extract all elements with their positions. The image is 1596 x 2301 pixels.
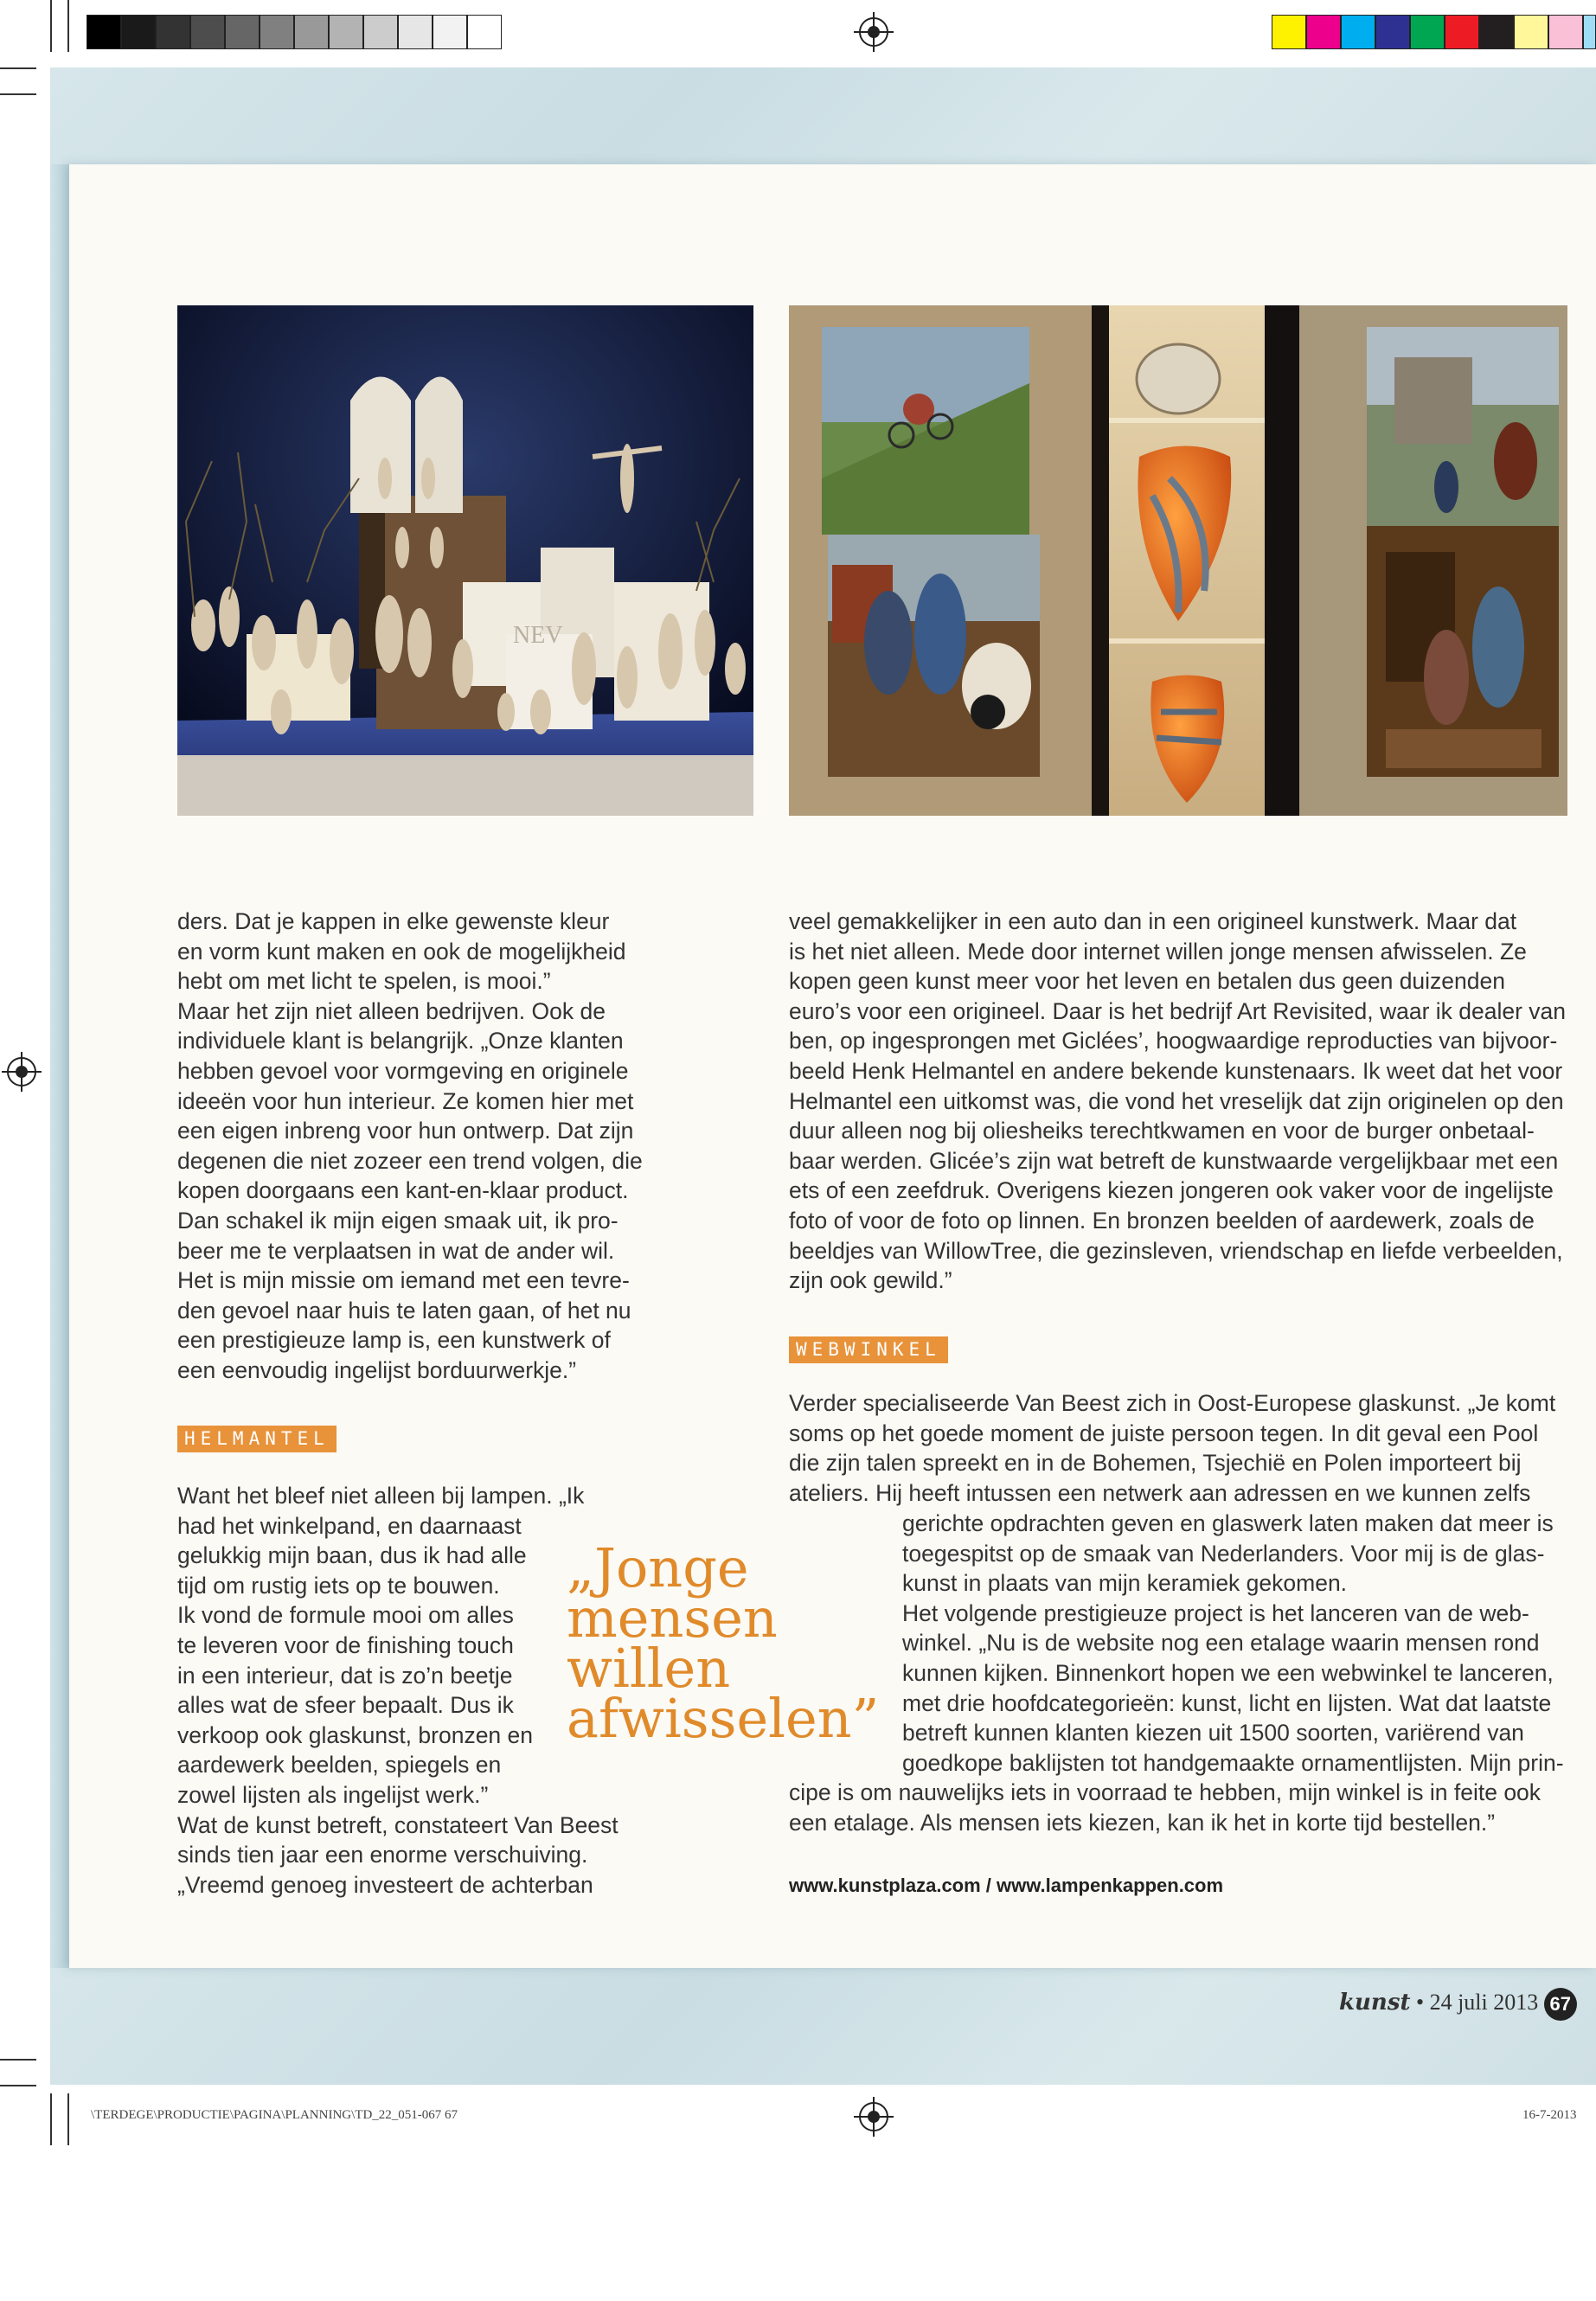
print-slug-path: \TERDEGE\PRODUCTIE\PAGINA\PLANNING\TD_22_051-067 67	[91, 2108, 458, 2122]
registration-mark-bottom	[859, 2102, 888, 2131]
left-column-top	[177, 907, 662, 1386]
text-line: betreft kunnen klanten kiezen uit 1500 soorten, variërend van	[902, 1720, 1524, 1747]
text-line: alles wat de sfeer bepaalt. Dus ik	[177, 1692, 514, 1719]
text-line: kunst in plaats van mijn keramiek gekomen.	[902, 1570, 1348, 1597]
left-edge-strip	[50, 164, 69, 1968]
bottom-texture-band	[50, 1964, 1596, 2085]
text-line: met drie hoofdcategorieën: kunst, licht en lijsten. Wat dat laatste	[902, 1689, 1552, 1716]
text-line: Verder specialiseerde Van Beest zich in Oost-Europese glaskunst. „Je komt	[789, 1390, 1556, 1416]
text-line: duur alleen nog bij oliesheiks terechtkwamen en voor de burger onbetaal-	[789, 1118, 1535, 1144]
page-number: 67	[1544, 1988, 1577, 2021]
text-line: baar werden. Glicée’s zijn wat betreft de kunstwaarde vergelijkbaar met een	[789, 1147, 1559, 1174]
pull-quote	[567, 1536, 880, 1750]
text-line: beeldjes van WillowTree, die gezinsleven, vriendschap en liefde verbeelden,	[789, 1237, 1563, 1264]
right-column-indented	[902, 1509, 1568, 1778]
text-line: toegespitst op de smaak van Nederlanders. Voor mij is de glas-	[902, 1540, 1545, 1567]
text-line: te leveren voor de finishing touch	[177, 1631, 514, 1658]
text-line: in een interieur, dat is zo’n beetje	[177, 1662, 513, 1689]
text-line: kopen doorgaans een kant-en-klaar product.	[177, 1177, 629, 1204]
text-line: een prestigieuze lamp is, een kunstwerk of	[177, 1327, 611, 1354]
svg-text:NEV: NEV	[513, 622, 563, 649]
text-line: ets of een zeefdruk. Overigens kiezen jongeren ook vaker voor de ingelijste	[789, 1177, 1554, 1204]
pull-quote-line: „Jonge	[567, 1536, 749, 1599]
text-line: „Vreemd genoeg investeert de achterban	[177, 1871, 593, 1898]
pull-quote-line: willen	[567, 1637, 731, 1700]
text-line: hebben gevoel voor vormgeving en originele	[177, 1057, 629, 1084]
text-line: zijn ook gewild.”	[789, 1267, 952, 1294]
text-line: ders. Dat je kappen in elke gewenste kleur	[177, 908, 610, 934]
text-line: euro’s voor een origineel. Daar is het bedrijf Art Revisited, waar ik dealer van	[789, 997, 1567, 1024]
print-slug-date: 16-7-2013	[1522, 2108, 1577, 2122]
text-line: foto of voor de foto op linnen. En bronzen beelden of aardewerk, zoals de	[789, 1207, 1535, 1234]
text-line: den gevoel naar huis te laten gaan, of het nu	[177, 1297, 631, 1324]
right-column-full	[789, 1388, 1567, 1508]
text-line: een eigen inbreng voor hun ontwerp. Dat zijn	[177, 1118, 634, 1144]
text-line: had het winkelpand, en daarnaast	[177, 1512, 522, 1539]
issue-date: 24 juli 2013	[1429, 1989, 1539, 2015]
photo-willowtree-figurines	[177, 305, 753, 816]
text-line: Dan schakel ik mijn eigen smaak uit, ik pro-	[177, 1207, 619, 1234]
heading-helmantel: HELMANTEL	[177, 1426, 337, 1452]
text-line: kunnen kijken. Binnenkort hopen we een webwinkel te lanceren,	[902, 1659, 1554, 1686]
text-line: kopen geen kunst meer voor het leven en betalen dus geen duizenden	[789, 968, 1505, 995]
footer-separator: •	[1415, 1989, 1425, 2015]
text-line: beeld Henk Helmantel en andere bekende kunstenaars. Ik weet dat het voor	[789, 1057, 1563, 1084]
text-line: gerichte opdrachten geven en glaswerk laten maken dat meer is	[902, 1510, 1554, 1536]
registration-mark-top	[859, 17, 888, 47]
text-line: beer me te verplaatsen in wat de ander wil.	[177, 1237, 615, 1264]
text-line: is het niet alleen. Mede door internet willen jonge mensen afwisselen. Ze	[789, 938, 1527, 965]
text-line: Wat de kunst betreft, constateert Van Beest	[177, 1811, 619, 1838]
website-links[interactable]: www.kunstplaza.com / www.lampenkappen.com	[789, 1875, 1224, 1896]
text-line: individuele klant is belangrijk. „Onze klanten	[177, 1028, 624, 1054]
text-line: tijd om rustig iets op te bouwen.	[177, 1572, 500, 1599]
text-line: Het volgende prestigieuze project is het lanceren van de web-	[902, 1599, 1529, 1626]
text-line: degenen die niet zozeer een trend volgen, die	[177, 1147, 643, 1174]
text-line: Helmantel een uitkomst was, die vond het vreselijk dat zijn originelen op den	[789, 1087, 1564, 1114]
text-line: een eenvoudig ingelijst borduurwerkje.”	[177, 1356, 577, 1383]
text-line: ben, op ingesprongen met Giclées’, hoogwaardige reproducties van bijvoor-	[789, 1028, 1558, 1054]
text-line: veel gemakkelijker in een auto dan in een origineel kunstwerk. Maar dat	[789, 908, 1517, 934]
magazine-name: kunst	[1339, 1989, 1411, 2016]
text-line: gelukkig mijn baan, dus ik had alle	[177, 1542, 527, 1569]
text-line: een etalage. Als mensen iets kiezen, kan ik het in korte tijd bestellen.”	[789, 1809, 1496, 1836]
top-texture-band	[50, 67, 1596, 164]
text-line: soms op het goede moment de juiste persoon tegen. In dit geval een Pool	[789, 1420, 1539, 1446]
text-line: hebt om met licht te spelen, is mooi.”	[177, 968, 551, 995]
pull-quote-line: afwisselen”	[567, 1687, 880, 1750]
text-line: verkoop ook glaskunst, bronzen en	[177, 1721, 534, 1748]
text-line: Ik vond de formule mooi om alles	[177, 1602, 514, 1629]
text-line: die zijn talen spreekt en in de Bohemen, Tsjechië en Polen importeert bij	[789, 1450, 1522, 1477]
text-line: ateliers. Hij heeft intussen een netwerk aan adressen en we kunnen zelfs	[789, 1479, 1531, 1506]
text-line: Het is mijn missie om iemand met een tevre-	[177, 1267, 630, 1294]
heading-webwinkel: WEBWINKEL	[789, 1336, 948, 1363]
photo-paintings-and-glass	[789, 305, 1567, 816]
text-line: cipe is om nauwelijks iets in voorraad te hebben, mijn winkel is in feite ook	[789, 1779, 1542, 1805]
text-line: winkel. „Nu is de website nog een etalage waarin mensen rond	[902, 1630, 1540, 1657]
right-column-top	[789, 907, 1567, 1296]
right-column-end	[789, 1778, 1567, 1837]
text-line: Maar het zijn niet alleen bedrijven. Ook de	[177, 997, 606, 1024]
pull-quote-line: mensen	[567, 1586, 778, 1650]
text-line: en vorm kunt maken en ook de mogelijkheid	[177, 938, 626, 965]
registration-mark-left	[7, 1057, 36, 1086]
text-line: aardewerk beelden, spiegels en	[177, 1752, 502, 1779]
text-line: zowel lijsten als ingelijst werk.”	[177, 1781, 489, 1808]
text-line: ideeën voor hun interieur. Ze komen hier met	[177, 1087, 634, 1114]
text-line: Want het bleef niet alleen bij lampen. „Ik	[177, 1483, 585, 1509]
text-line: sinds tien jaar een enorme verschuiving.	[177, 1842, 588, 1868]
text-line: goedkope baklijsten tot handgemaakte ornamentlijsten. Mijn prin-	[902, 1749, 1564, 1776]
page-footer	[1339, 1988, 1577, 2021]
